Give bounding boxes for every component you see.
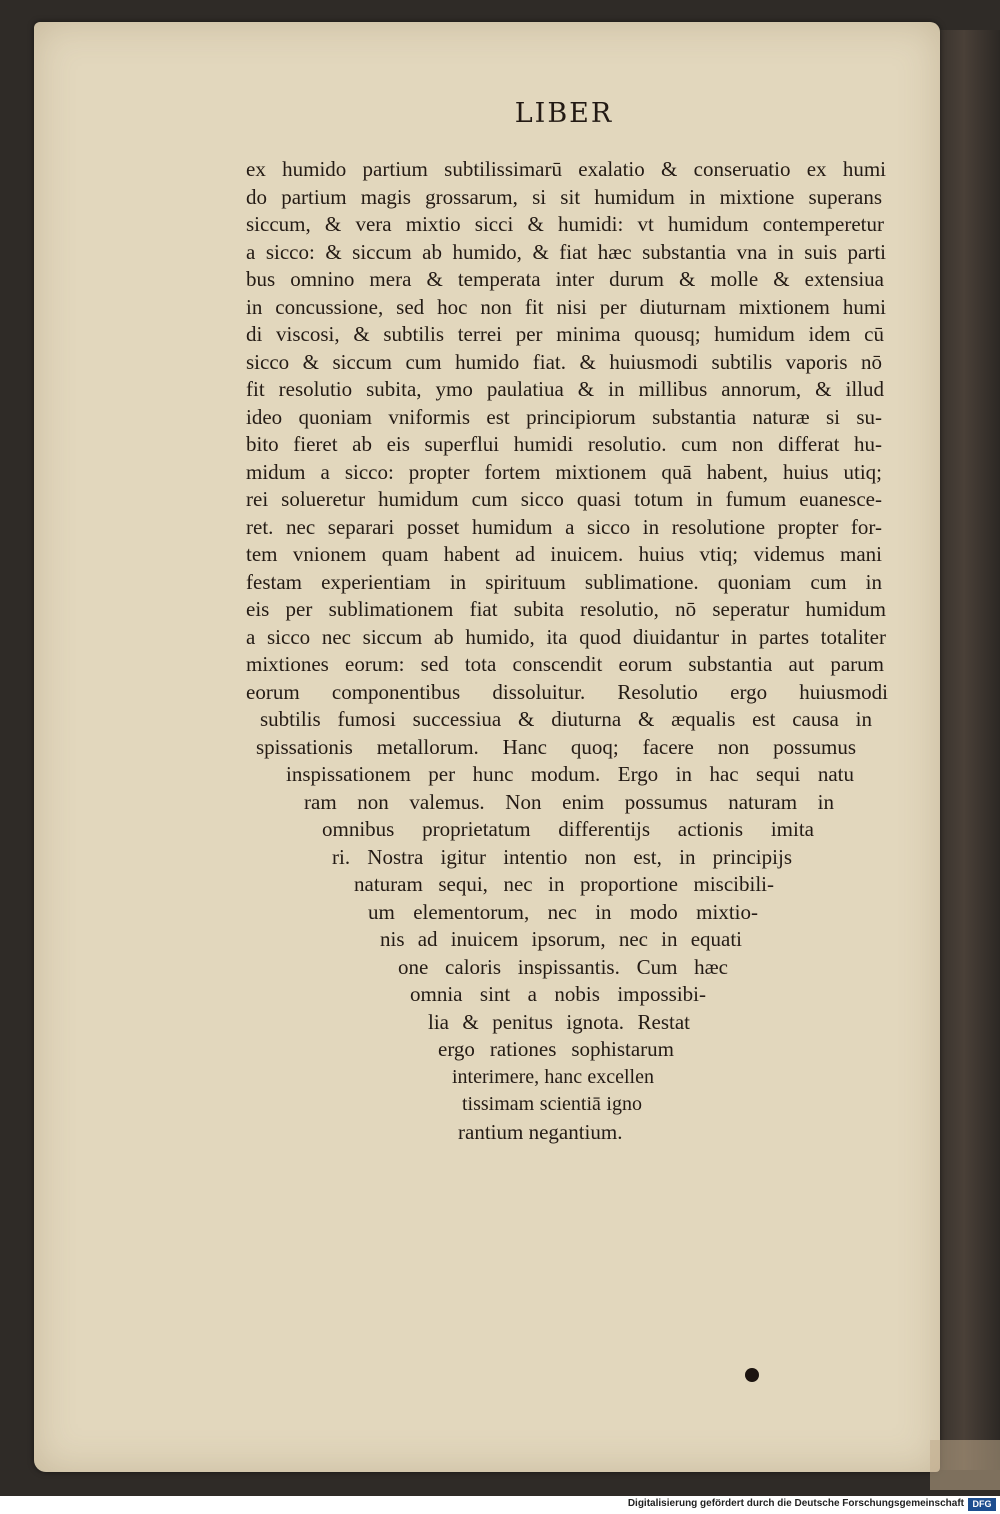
text-line: omnia sint a nobis impossibi- (410, 982, 706, 1006)
text-line: in concussione, sed hoc non fit nisi per diuturnam mixtionem humi (246, 294, 886, 319)
text-line: ergo rationes sophistarum (438, 1037, 674, 1061)
text-line: omnibus proprietatum differentijs actionis imita (322, 817, 814, 841)
footer-bar (0, 1496, 1000, 1514)
text-line: inspissationem per hunc modum. Ergo in hac sequi natu (286, 762, 854, 786)
text-line: sicco & siccum cum humido fiat. & huiusmodi subtilis vaporis nō (246, 349, 882, 374)
text-line: tissimam scientiā igno (462, 1093, 642, 1115)
text-line: mixtiones eorum: sed tota conscendit eorum substantia aut parum (246, 652, 884, 676)
text-line: ram non valemus. Non enim possumus naturam in (304, 789, 834, 814)
text-line: di viscosi, & subtilis terrei per minima quousq; humidum idem cū (246, 322, 884, 346)
text-line: ex humido partium subtilissimarū exalatio & conseruatio ex humi (246, 157, 886, 181)
text-line: a sicco nec siccum ab humido, ita quod diuidantur in partes totaliter (246, 624, 886, 649)
text-block (246, 156, 886, 1146)
running-head: LIBER (514, 98, 614, 129)
text-line: subtilis fumosi successiua & diuturna & æqualis est causa in (260, 707, 872, 731)
text-line: rei solueretur humidum cum sicco quasi totum in fumum euanesce- (246, 487, 882, 511)
text-line: fit resolutio subita, ymo paulatiua & in millibus annorum, & illud (246, 377, 884, 401)
text-line: um elementorum, nec in modo mixtio- (368, 899, 758, 924)
text-line: a sicco: & siccum ab humido, & fiat hæc substantia vna in suis parti (246, 239, 886, 264)
ink-dot (745, 1368, 759, 1382)
dfg-logo-icon: DFG (968, 1498, 996, 1511)
text-line: tem vnionem quam habent ad inuicem. huius vtiq; videmus mani (246, 542, 882, 566)
text-line: bito fieret ab eis superflui humidi resolutio. cum non differat hu- (246, 432, 882, 456)
text-line: naturam sequi, nec in proportione miscibili- (354, 872, 774, 896)
text-line: midum a sicco: propter fortem mixtionem quā habent, huius utiq; (246, 459, 882, 484)
text-line: ret. nec separari posset humidum a sicco in resolutione propter for- (246, 514, 882, 539)
text-line: interimere, hanc excellen (452, 1065, 654, 1088)
text-line: nis ad inuicem ipsorum, nec in equati (380, 927, 742, 951)
text-line: rantium negantium. (458, 1119, 623, 1144)
page-edge (940, 30, 1000, 1470)
footer-credit: Digitalisierung gefördert durch die Deutsche Forschungsgemeinschaft (627, 1498, 964, 1509)
text-line: bus omnino mera & temperata inter durum & molle & extensiua (246, 267, 884, 291)
text-line: do partium magis grossarum, si sit humidum in mixtione superans (246, 184, 882, 209)
text-line: one caloris inspissantis. Cum hæc (398, 954, 728, 979)
text-line: ideo quoniam vniformis est principiorum substantia naturæ si su- (246, 404, 882, 429)
page-edge-bottom (930, 1440, 1000, 1490)
text-line: eorum componentibus dissoluitur. Resolutio ergo huiusmodi (246, 679, 888, 704)
text-line: spissationis metallorum. Hanc quoq; facere non possumus (256, 734, 856, 759)
text-line: festam experientiam in spirituum sublimatione. quoniam cum in (246, 569, 882, 594)
text-line: lia & penitus ignota. Restat (428, 1009, 690, 1034)
text-line: ri. Nostra igitur intentio non est, in principijs (332, 844, 792, 869)
text-line: siccum, & vera mixtio sicci & humidi: vt humidum contemperetur (246, 212, 884, 236)
text-line: eis per sublimationem fiat subita resolutio, nō seperatur humidum (246, 597, 886, 621)
